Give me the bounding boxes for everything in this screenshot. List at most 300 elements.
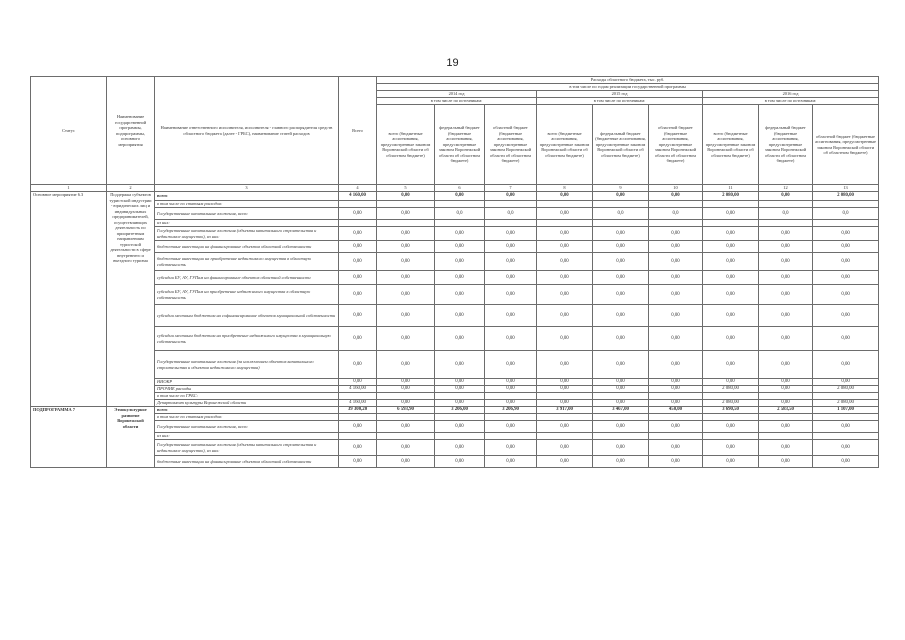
row-label: всего bbox=[155, 192, 339, 201]
cell-value: 0,00 bbox=[593, 327, 649, 351]
cell-value bbox=[813, 393, 879, 400]
cell-value: 0,00 bbox=[537, 208, 593, 220]
cell-value: 0,00 bbox=[485, 253, 537, 271]
row-label: бюджетные инвестиции на финансирование объектов областной собственности bbox=[155, 456, 339, 468]
cell-value bbox=[537, 220, 593, 227]
cell-value: 0,00 bbox=[593, 241, 649, 253]
cell-value: 0,00 bbox=[485, 192, 537, 201]
cell-value bbox=[537, 393, 593, 400]
total-header: Всего bbox=[339, 77, 377, 185]
cell-value: 2 583,50 bbox=[759, 407, 813, 414]
cell-value: 3 467,00 bbox=[593, 407, 649, 414]
cell-value: 0,00 bbox=[593, 227, 649, 241]
cell-value: 0,00 bbox=[435, 253, 485, 271]
cell-value: 0,00 bbox=[649, 327, 703, 351]
col-number: 4 bbox=[339, 185, 377, 192]
col-number: 6 bbox=[435, 185, 485, 192]
cell-value: 0,00 bbox=[759, 327, 813, 351]
cell-value: 0,00 bbox=[339, 285, 377, 305]
cell-value: 0,00 bbox=[485, 421, 537, 433]
row-label: Департамент культуры Воронежской области bbox=[155, 400, 339, 407]
cell-value: 3 690,50 bbox=[703, 407, 759, 414]
table-row bbox=[31, 407, 879, 414]
cell-value bbox=[377, 220, 435, 227]
cell-value: 0,00 bbox=[435, 305, 485, 327]
cell-value: 0,00 bbox=[759, 421, 813, 433]
cell-value: 0,00 bbox=[593, 305, 649, 327]
row-label: НИОКР bbox=[155, 379, 339, 386]
col-number: 8 bbox=[537, 185, 593, 192]
table-row bbox=[31, 241, 879, 253]
cell-value: 0,00 bbox=[485, 400, 537, 407]
row-label: бюджетные инвестиции на финансирование объектов областной собственности bbox=[155, 241, 339, 253]
cell-value: 0,00 bbox=[813, 285, 879, 305]
cell-value: 0,00 bbox=[813, 351, 879, 379]
cell-value: 0,00 bbox=[813, 421, 879, 433]
cell-value: 0,00 bbox=[377, 379, 435, 386]
cell-value bbox=[703, 414, 759, 421]
cell-value: 0,00 bbox=[339, 379, 377, 386]
cell-value bbox=[537, 433, 593, 440]
cell-value: 0,00 bbox=[339, 440, 377, 456]
col-number: 1 bbox=[31, 185, 107, 192]
cell-value: 4 160,00 bbox=[339, 192, 377, 201]
cell-value: 0,00 bbox=[537, 227, 593, 241]
cell-value: 0,00 bbox=[649, 285, 703, 305]
col-number: 7 bbox=[485, 185, 537, 192]
cell-value bbox=[813, 220, 879, 227]
cell-value: 0,00 bbox=[339, 241, 377, 253]
cell-value bbox=[649, 414, 703, 421]
col-federal-2014: федеральный бюджет (бюджетные ассигнования, предусмотренные законом Воронежской области об областном бюджете) bbox=[435, 105, 485, 185]
cell-value: 0,00 bbox=[537, 305, 593, 327]
cell-value: 0,00 bbox=[593, 400, 649, 407]
cell-value: 0,00 bbox=[813, 379, 879, 386]
col-all-2016: всего (бюджетные ассигнования, предусмотренные законом Воронежской области об областном бюджете) bbox=[703, 105, 759, 185]
cell-value: 0,00 bbox=[435, 379, 485, 386]
cell-value: 0,00 bbox=[377, 456, 435, 468]
cell-value bbox=[377, 393, 435, 400]
row-status: ПОДПРОГРАММА 7 bbox=[31, 407, 107, 468]
cell-value: 0,00 bbox=[435, 421, 485, 433]
cell-value: 0,00 bbox=[485, 351, 537, 379]
cell-value: 0,00 bbox=[703, 271, 759, 285]
cell-value bbox=[703, 393, 759, 400]
cell-value bbox=[485, 393, 537, 400]
cell-value: 0,00 bbox=[377, 285, 435, 305]
cell-value: 0,00 bbox=[703, 253, 759, 271]
cell-value: 0,00 bbox=[703, 456, 759, 468]
cell-value: 2 080,00 bbox=[813, 400, 879, 407]
cell-value: 0,00 bbox=[435, 456, 485, 468]
cell-value: 0,00 bbox=[377, 351, 435, 379]
cell-value bbox=[593, 433, 649, 440]
cell-value: 0,00 bbox=[485, 241, 537, 253]
cell-value: 0,00 bbox=[377, 305, 435, 327]
cell-value: 0,00 bbox=[537, 327, 593, 351]
cell-value bbox=[485, 414, 537, 421]
cell-value: 0,00 bbox=[339, 421, 377, 433]
cell-value: 0,00 bbox=[339, 305, 377, 327]
cell-value: 0,00 bbox=[813, 271, 879, 285]
cell-value: 0,00 bbox=[759, 192, 813, 201]
table-row bbox=[31, 379, 879, 386]
table-body bbox=[31, 192, 879, 468]
cell-value: 0,00 bbox=[435, 192, 485, 201]
cell-value: 0,00 bbox=[813, 440, 879, 456]
cell-value: 0,00 bbox=[649, 386, 703, 393]
cell-value: 0,00 bbox=[593, 421, 649, 433]
col-federal-2015: федеральный бюджет (бюджетные ассигнования, предусмотренные законом Воронежской области об областном бюджете) bbox=[593, 105, 649, 185]
row-label: субсидии БУ, АУ, ГУПам на приобретение недвижимого имущества в областную собственность bbox=[155, 285, 339, 305]
col-regional-2015: областной бюджет (бюджетные ассигнования, предусмотренные законом Воронежской области об областном бюджете) bbox=[649, 105, 703, 185]
cell-value: 0,00 bbox=[703, 227, 759, 241]
cell-value: 0,00 bbox=[593, 192, 649, 201]
col-all-2015: всего (бюджетные ассигнования, предусмотренные законом Воронежской области об областном бюджете) bbox=[537, 105, 593, 185]
cell-value: 0,00 bbox=[435, 227, 485, 241]
cell-value: 0,00 bbox=[377, 421, 435, 433]
cell-value: 0,00 bbox=[593, 271, 649, 285]
expenses-title: Расходы областного бюджета, тыс. руб. bbox=[377, 77, 879, 84]
cell-value: 0,00 bbox=[339, 327, 377, 351]
cell-value: 0,00 bbox=[649, 192, 703, 201]
cell-value: 0,00 bbox=[537, 440, 593, 456]
row-label: бюджетные инвестиции на приобретение недвижимого имущества в областную собственность bbox=[155, 253, 339, 271]
cell-value: 0,00 bbox=[703, 327, 759, 351]
col-number: 13 bbox=[813, 185, 879, 192]
table-row bbox=[31, 421, 879, 433]
program-name-header: Наименование государственной программы, подпрограммы, основного мероприятия bbox=[107, 77, 155, 185]
cell-value: 0,00 bbox=[339, 271, 377, 285]
row-label: ПРОЧИЕ расходы bbox=[155, 386, 339, 393]
cell-value: 0,00 bbox=[339, 208, 377, 220]
cell-value: 0,00 bbox=[435, 241, 485, 253]
cell-value bbox=[649, 433, 703, 440]
cell-value: 0,00 bbox=[537, 253, 593, 271]
sources-2014-header: в том числе по источникам: bbox=[377, 98, 537, 105]
budget-table bbox=[30, 76, 879, 468]
cell-value: 0,00 bbox=[435, 400, 485, 407]
cell-value: 0,00 bbox=[485, 440, 537, 456]
cell-value: 39 300,20 bbox=[339, 407, 377, 414]
cell-value bbox=[339, 433, 377, 440]
cell-value: 0,00 bbox=[537, 386, 593, 393]
table-row bbox=[31, 456, 879, 468]
cell-value: 0,00 bbox=[759, 285, 813, 305]
col-number: 3 bbox=[155, 185, 339, 192]
cell-value: 0,00 bbox=[377, 386, 435, 393]
cell-value bbox=[485, 220, 537, 227]
cell-value: 0,00 bbox=[377, 440, 435, 456]
cell-value: 0,00 bbox=[593, 285, 649, 305]
cell-value: 0,00 bbox=[649, 379, 703, 386]
cell-value bbox=[339, 414, 377, 421]
cell-value bbox=[649, 201, 703, 208]
cell-value bbox=[593, 220, 649, 227]
row-program-name: Этнокультурное развитие Воронежской области bbox=[107, 407, 155, 468]
year-2014-header: 2014 год bbox=[377, 91, 537, 98]
cell-value bbox=[485, 433, 537, 440]
cell-value: 0,00 bbox=[537, 271, 593, 285]
cell-value: 0,00 bbox=[485, 305, 537, 327]
cell-value: 0,00 bbox=[485, 379, 537, 386]
cell-value bbox=[703, 201, 759, 208]
cell-value: 0,0 bbox=[485, 208, 537, 220]
cell-value: 0,0 bbox=[593, 208, 649, 220]
table-row bbox=[31, 227, 879, 241]
cell-value: 4 160,00 bbox=[339, 400, 377, 407]
col-number: 11 bbox=[703, 185, 759, 192]
sources-2015-header: в том числе по источникам: bbox=[537, 98, 703, 105]
cell-value: 0,00 bbox=[649, 421, 703, 433]
sources-2016-header: в том числе по источникам: bbox=[703, 98, 879, 105]
cell-value: 0,00 bbox=[649, 440, 703, 456]
cell-value: 0,00 bbox=[703, 379, 759, 386]
cell-value bbox=[649, 220, 703, 227]
cell-value: 0,00 bbox=[759, 241, 813, 253]
cell-value bbox=[759, 201, 813, 208]
cell-value: 0,00 bbox=[759, 379, 813, 386]
table-row bbox=[31, 192, 879, 201]
col-regional-2014: областной бюджет (бюджетные ассигнования, предусмотренные законом Воронежской области об областном бюджете) bbox=[485, 105, 537, 185]
cell-value: 0,00 bbox=[813, 227, 879, 241]
cell-value: 0,00 bbox=[377, 327, 435, 351]
cell-value: 0,00 bbox=[435, 351, 485, 379]
row-status: Основное мероприятие 6.3 bbox=[31, 192, 107, 407]
col-number: 12 bbox=[759, 185, 813, 192]
status-header: Статус bbox=[31, 77, 107, 185]
cell-value: 0,00 bbox=[593, 456, 649, 468]
cell-value: 0,00 bbox=[759, 400, 813, 407]
cell-value: 0,00 bbox=[537, 379, 593, 386]
cell-value: 0,00 bbox=[703, 305, 759, 327]
cell-value: 0,00 bbox=[435, 327, 485, 351]
cell-value bbox=[813, 201, 879, 208]
cell-value: 0,00 bbox=[377, 227, 435, 241]
cell-value bbox=[377, 201, 435, 208]
col-number: 2 bbox=[107, 185, 155, 192]
table-row bbox=[31, 414, 879, 421]
cell-value: 0,00 bbox=[703, 241, 759, 253]
row-label: в том числе по статьям расходов: bbox=[155, 201, 339, 208]
cell-value bbox=[759, 414, 813, 421]
cell-value: 0,00 bbox=[377, 400, 435, 407]
row-label: всего bbox=[155, 407, 339, 414]
cell-value: 0,00 bbox=[759, 271, 813, 285]
cell-value: 6 593,90 bbox=[377, 407, 435, 414]
cell-value: 0,00 bbox=[649, 305, 703, 327]
cell-value: 0,00 bbox=[703, 351, 759, 379]
cell-value bbox=[377, 433, 435, 440]
cell-value: 2 080,00 bbox=[703, 400, 759, 407]
table-row bbox=[31, 208, 879, 220]
cell-value bbox=[435, 220, 485, 227]
cell-value: 0,00 bbox=[649, 253, 703, 271]
cell-value bbox=[593, 414, 649, 421]
cell-value bbox=[703, 433, 759, 440]
cell-value: 0,00 bbox=[339, 227, 377, 241]
table-row bbox=[31, 386, 879, 393]
page-number: 19 bbox=[446, 57, 459, 69]
cell-value bbox=[339, 201, 377, 208]
cell-value: 0,00 bbox=[649, 351, 703, 379]
cell-value bbox=[759, 393, 813, 400]
table-row bbox=[31, 400, 879, 407]
col-number: 5 bbox=[377, 185, 435, 192]
cell-value bbox=[813, 414, 879, 421]
cell-value: 0,00 bbox=[537, 456, 593, 468]
cell-value: 0,00 bbox=[537, 400, 593, 407]
cell-value: 0,00 bbox=[703, 421, 759, 433]
row-label: в том числе по ГРБС: bbox=[155, 393, 339, 400]
cell-value: 0,00 bbox=[593, 379, 649, 386]
cell-value: 0,00 bbox=[703, 285, 759, 305]
table-row bbox=[31, 327, 879, 351]
cell-value bbox=[813, 433, 879, 440]
row-label: из них: bbox=[155, 220, 339, 227]
col-number: 9 bbox=[593, 185, 649, 192]
cell-value: 3 206,90 bbox=[485, 407, 537, 414]
cell-value: 2 080,00 bbox=[813, 386, 879, 393]
col-number: 10 bbox=[649, 185, 703, 192]
cell-value: 0,00 bbox=[813, 241, 879, 253]
cell-value: 0,00 bbox=[377, 192, 435, 201]
cell-value bbox=[703, 220, 759, 227]
cell-value: 0,00 bbox=[759, 227, 813, 241]
cell-value bbox=[593, 201, 649, 208]
cell-value: 0,00 bbox=[485, 386, 537, 393]
cell-value: 0,00 bbox=[339, 456, 377, 468]
cell-value: 0,00 bbox=[649, 227, 703, 241]
cell-value: 0,00 bbox=[537, 421, 593, 433]
cell-value: 0,00 bbox=[703, 208, 759, 220]
cell-value: 0,00 bbox=[377, 271, 435, 285]
cell-value: 3 917,00 bbox=[537, 407, 593, 414]
by-years-header: в том числе по годам реализации государственной программы bbox=[377, 84, 879, 91]
column-number-row bbox=[31, 185, 879, 192]
cell-value: 0,0 bbox=[649, 208, 703, 220]
cell-value: 0,00 bbox=[537, 192, 593, 201]
cell-value: 0,00 bbox=[759, 386, 813, 393]
cell-value bbox=[435, 201, 485, 208]
cell-value bbox=[759, 433, 813, 440]
cell-value: 0,00 bbox=[759, 305, 813, 327]
row-label: Государственные капитальные вложения, всего bbox=[155, 421, 339, 433]
cell-value bbox=[485, 201, 537, 208]
cell-value bbox=[435, 433, 485, 440]
table-row bbox=[31, 201, 879, 208]
cell-value bbox=[537, 414, 593, 421]
cell-value: 450,00 bbox=[649, 407, 703, 414]
cell-value: 2 080,00 bbox=[703, 192, 759, 201]
year-2016-header: 2016 год bbox=[703, 91, 879, 98]
table-row bbox=[31, 305, 879, 327]
cell-value: 2 080,00 bbox=[703, 386, 759, 393]
cell-value: 0,00 bbox=[435, 440, 485, 456]
cell-value: 0,00 bbox=[813, 253, 879, 271]
cell-value: 0,00 bbox=[649, 271, 703, 285]
cell-value: 0,00 bbox=[593, 351, 649, 379]
responsible-header: Наименование ответственного исполнителя, исполнителя - главного распорядителя средств областного бюджета (далее - ГРБС), наименование статей расходов bbox=[155, 77, 339, 185]
table-row bbox=[31, 440, 879, 456]
cell-value bbox=[649, 393, 703, 400]
cell-value: 0,00 bbox=[377, 208, 435, 220]
table-header bbox=[31, 77, 879, 192]
cell-value bbox=[759, 220, 813, 227]
cell-value: 0,00 bbox=[339, 253, 377, 271]
cell-value bbox=[435, 414, 485, 421]
cell-value bbox=[435, 393, 485, 400]
cell-value bbox=[377, 414, 435, 421]
table-row bbox=[31, 271, 879, 285]
row-label: в том числе по статьям расходов: bbox=[155, 414, 339, 421]
col-regional-2016: областной бюджет (бюджетные ассигнования, предусмотренные законом Воронежской области об областном бюджете) bbox=[813, 105, 879, 185]
cell-value bbox=[339, 220, 377, 227]
cell-value: 0,00 bbox=[537, 241, 593, 253]
cell-value: 0,0 bbox=[435, 208, 485, 220]
cell-value: 0,00 bbox=[537, 285, 593, 305]
cell-value: 0,00 bbox=[435, 271, 485, 285]
cell-value: 0,00 bbox=[339, 351, 377, 379]
cell-value: 0,00 bbox=[759, 456, 813, 468]
cell-value: 4 160,00 bbox=[339, 386, 377, 393]
row-label: субсидии местным бюджетам на приобретение недвижимого имущества в муниципальную собственность bbox=[155, 327, 339, 351]
cell-value: 0,00 bbox=[649, 241, 703, 253]
cell-value: 0,00 bbox=[813, 305, 879, 327]
table-row bbox=[31, 433, 879, 440]
row-label: из них: bbox=[155, 433, 339, 440]
table-row bbox=[31, 253, 879, 271]
row-label: Государственные капитальные вложения (объекты капитального строительства и недвижимое имущество), из них: bbox=[155, 227, 339, 241]
row-label: субсидии местным бюджетам на софинансирование объектов муниципальной собственности bbox=[155, 305, 339, 327]
cell-value bbox=[537, 201, 593, 208]
cell-value: 0,00 bbox=[377, 241, 435, 253]
cell-value: 0,00 bbox=[593, 440, 649, 456]
cell-value: 0,00 bbox=[485, 456, 537, 468]
cell-value: 0,00 bbox=[485, 327, 537, 351]
cell-value: 0,00 bbox=[813, 456, 879, 468]
cell-value: 0,00 bbox=[759, 253, 813, 271]
cell-value: 0,00 bbox=[435, 386, 485, 393]
cell-value: 0,00 bbox=[485, 285, 537, 305]
cell-value: 0,0 bbox=[813, 208, 879, 220]
cell-value: 0,00 bbox=[485, 271, 537, 285]
cell-value bbox=[339, 393, 377, 400]
cell-value: 0,00 bbox=[593, 253, 649, 271]
cell-value: 0,00 bbox=[377, 253, 435, 271]
cell-value: 0,00 bbox=[759, 351, 813, 379]
row-program-name: Поддержка субъектов туристской индустрии - юридических лиц и индивидуальных предпринимателей, осуществляющих деятельность по приоритетным направлениям туристской деятельности в сфере внутреннего и въездного туризма bbox=[107, 192, 155, 407]
cell-value: 0,00 bbox=[485, 227, 537, 241]
row-label: Государственные капитальные вложения, всего bbox=[155, 208, 339, 220]
table-row bbox=[31, 393, 879, 400]
cell-value: 1 107,00 bbox=[813, 407, 879, 414]
row-label: Государственные капитальные вложения (объекты капитального строительства и недвижимое имущество), из них: bbox=[155, 440, 339, 456]
col-federal-2016: федеральный бюджет (бюджетные ассигнования, предусмотренные законом Воронежской области об областном бюджете) bbox=[759, 105, 813, 185]
table-row bbox=[31, 285, 879, 305]
table-row bbox=[31, 351, 879, 379]
cell-value: 0,0 bbox=[759, 208, 813, 220]
row-label: субсидии БУ, АУ, ГУПам на финансирование объектов областной собственности bbox=[155, 271, 339, 285]
row-label: Государственные капитальные вложения (за исключением объектов капитального строительства и объектов недвижимого имущества) bbox=[155, 351, 339, 379]
cell-value: 0,00 bbox=[593, 386, 649, 393]
cell-value: 0,00 bbox=[537, 351, 593, 379]
cell-value: 0,00 bbox=[435, 285, 485, 305]
cell-value bbox=[593, 393, 649, 400]
col-all-2014: всего (бюджетные ассигнования, предусмотренные законом Воронежской области об областном бюджете) bbox=[377, 105, 435, 185]
cell-value: 0,00 bbox=[703, 440, 759, 456]
cell-value: 0,00 bbox=[813, 327, 879, 351]
